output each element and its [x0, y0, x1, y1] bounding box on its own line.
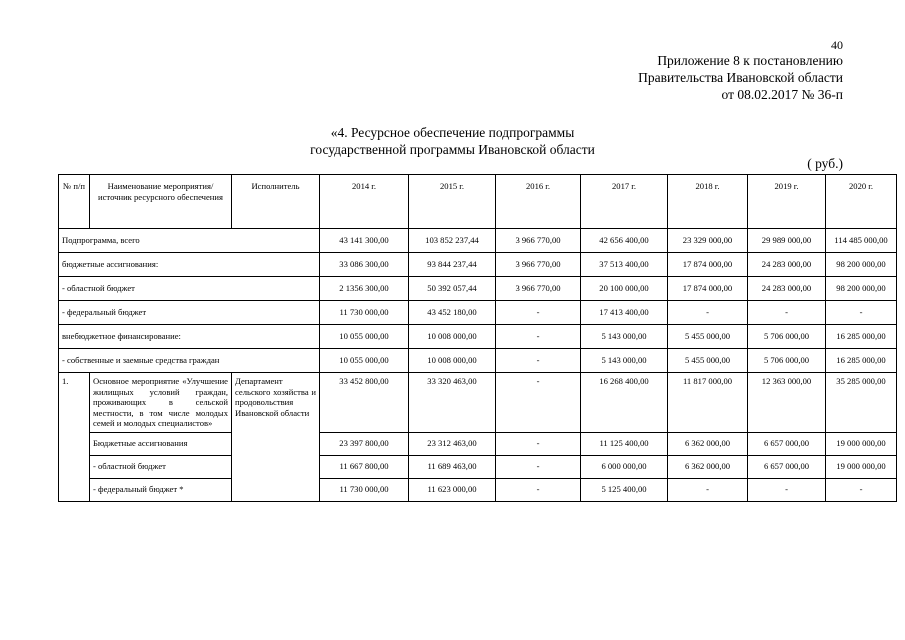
- cell-value: 16 285 000,00: [826, 325, 897, 349]
- cell-value: 3 966 770,00: [496, 229, 581, 253]
- currency-unit: ( руб.): [807, 156, 843, 171]
- cell-value: 5 143 000,00: [581, 325, 668, 349]
- row-label: Подпрограмма, всего: [59, 229, 320, 253]
- page-number: 40: [831, 38, 843, 52]
- cell-value: 23 397 800,00: [320, 432, 409, 455]
- cell-value: 33 452 800,00: [320, 373, 409, 433]
- cell-value: -: [748, 478, 826, 501]
- cell-value: 103 852 237,44: [409, 229, 496, 253]
- cell-value: 11 623 000,00: [409, 478, 496, 501]
- row-label: - областной бюджет: [90, 455, 232, 478]
- column-header: Исполнитель: [232, 175, 320, 229]
- cell-value: 17 413 400,00: [581, 301, 668, 325]
- header-line-1: Приложение 8 к постановлению: [657, 53, 843, 68]
- table-row: [59, 229, 897, 253]
- table-row: [59, 455, 897, 478]
- cell-value: -: [496, 325, 581, 349]
- cell-value: 98 200 000,00: [826, 253, 897, 277]
- cell-value: 10 055 000,00: [320, 349, 409, 373]
- cell-value: 2 1356 300,00: [320, 277, 409, 301]
- cell-value: 43 141 300,00: [320, 229, 409, 253]
- cell-value: 11 730 000,00: [320, 301, 409, 325]
- cell-value: -: [496, 373, 581, 433]
- row-label: - федеральный бюджет: [59, 301, 320, 325]
- cell-value: -: [496, 455, 581, 478]
- column-header: 2020 г.: [826, 175, 897, 229]
- cell-value: -: [496, 301, 581, 325]
- cell-value: 11 817 000,00: [668, 373, 748, 433]
- cell-value: 24 283 000,00: [748, 277, 826, 301]
- column-header: 2015 г.: [409, 175, 496, 229]
- cell-value: 43 452 180,00: [409, 301, 496, 325]
- column-header: № п/п: [59, 175, 90, 229]
- cell-value: 114 485 000,00: [826, 229, 897, 253]
- column-header: Наименование мероприятия/источник ресурсного обеспечения: [90, 175, 232, 229]
- cell-value: 5 706 000,00: [748, 325, 826, 349]
- cell-value: 11 125 400,00: [581, 432, 668, 455]
- cell-value: 10 008 000,00: [409, 325, 496, 349]
- cell-value: 33 086 300,00: [320, 253, 409, 277]
- table-row: [59, 478, 897, 501]
- cell-value: 33 320 463,00: [409, 373, 496, 433]
- cell-value: 5 455 000,00: [668, 349, 748, 373]
- cell-value: 17 874 000,00: [668, 253, 748, 277]
- table-row: [59, 349, 897, 373]
- resource-table: [58, 174, 897, 502]
- cell-value: 11 689 463,00: [409, 455, 496, 478]
- cell-value: 16 268 400,00: [581, 373, 668, 433]
- cell-value: 23 329 000,00: [668, 229, 748, 253]
- table-row: [59, 432, 897, 455]
- row-label: Бюджетные ассигнования: [90, 432, 232, 455]
- event-name: Основное мероприятие «Улучшение жилищных условий граждан, проживающих в сельской местности, в том числе молодых семей и молодых специалистов»: [90, 373, 232, 433]
- cell-value: 6 000 000,00: [581, 455, 668, 478]
- row-label: бюджетные ассигнования:: [59, 253, 320, 277]
- column-header: 2017 г.: [581, 175, 668, 229]
- cell-value: 3 966 770,00: [496, 277, 581, 301]
- cell-value: 5 143 000,00: [581, 349, 668, 373]
- cell-value: 6 657 000,00: [748, 432, 826, 455]
- column-header: 2018 г.: [668, 175, 748, 229]
- row-label: внебюджетное финансирование:: [59, 325, 320, 349]
- cell-value: 23 312 463,00: [409, 432, 496, 455]
- cell-value: 17 874 000,00: [668, 277, 748, 301]
- table-row: [59, 301, 897, 325]
- cell-value: -: [668, 301, 748, 325]
- row-label: - федеральный бюджет *: [90, 478, 232, 501]
- cell-value: -: [826, 301, 897, 325]
- table-row: [59, 253, 897, 277]
- cell-value: 24 283 000,00: [748, 253, 826, 277]
- column-header: 2014 г.: [320, 175, 409, 229]
- table-row: [59, 277, 897, 301]
- cell-value: -: [496, 432, 581, 455]
- cell-value: 19 000 000,00: [826, 455, 897, 478]
- cell-value: 6 657 000,00: [748, 455, 826, 478]
- cell-value: 5 706 000,00: [748, 349, 826, 373]
- cell-value: 11 667 800,00: [320, 455, 409, 478]
- column-header: 2019 г.: [748, 175, 826, 229]
- cell-value: 19 000 000,00: [826, 432, 897, 455]
- cell-value: 20 100 000,00: [581, 277, 668, 301]
- document-header: [638, 52, 843, 103]
- cell-value: -: [496, 349, 581, 373]
- cell-value: 50 392 057,44: [409, 277, 496, 301]
- cell-value: -: [496, 478, 581, 501]
- column-header: 2016 г.: [496, 175, 581, 229]
- header-line-2: Правительства Ивановской области: [638, 70, 843, 85]
- cell-value: -: [748, 301, 826, 325]
- event-row: [59, 373, 897, 433]
- cell-value: 10 055 000,00: [320, 325, 409, 349]
- cell-value: -: [826, 478, 897, 501]
- cell-value: 35 285 000,00: [826, 373, 897, 433]
- cell-value: 5 455 000,00: [668, 325, 748, 349]
- table-row: [59, 325, 897, 349]
- cell-value: 3 966 770,00: [496, 253, 581, 277]
- cell-value: 12 363 000,00: [748, 373, 826, 433]
- table-header-row: [59, 175, 897, 229]
- row-label: - собственные и заемные средства граждан: [59, 349, 320, 373]
- cell-value: 5 125 400,00: [581, 478, 668, 501]
- cell-value: 98 200 000,00: [826, 277, 897, 301]
- document-title: [0, 124, 905, 158]
- cell-value: 16 285 000,00: [826, 349, 897, 373]
- cell-value: 29 989 000,00: [748, 229, 826, 253]
- title-line-2: государственной программы Ивановской области: [310, 142, 595, 157]
- cell-value: 6 362 000,00: [668, 455, 748, 478]
- cell-value: 10 008 000,00: [409, 349, 496, 373]
- row-label: - областной бюджет: [59, 277, 320, 301]
- cell-value: 6 362 000,00: [668, 432, 748, 455]
- title-line-1: «4. Ресурсное обеспечение подпрограммы: [330, 125, 575, 140]
- cell-value: 42 656 400,00: [581, 229, 668, 253]
- event-number: 1.: [59, 373, 90, 502]
- cell-value: -: [668, 478, 748, 501]
- header-line-3: от 08.02.2017 № 36-п: [721, 87, 843, 102]
- event-executor: Департамент сельского хозяйства и продовольствия Ивановской области: [232, 373, 320, 502]
- cell-value: 93 844 237,44: [409, 253, 496, 277]
- cell-value: 11 730 000,00: [320, 478, 409, 501]
- cell-value: 37 513 400,00: [581, 253, 668, 277]
